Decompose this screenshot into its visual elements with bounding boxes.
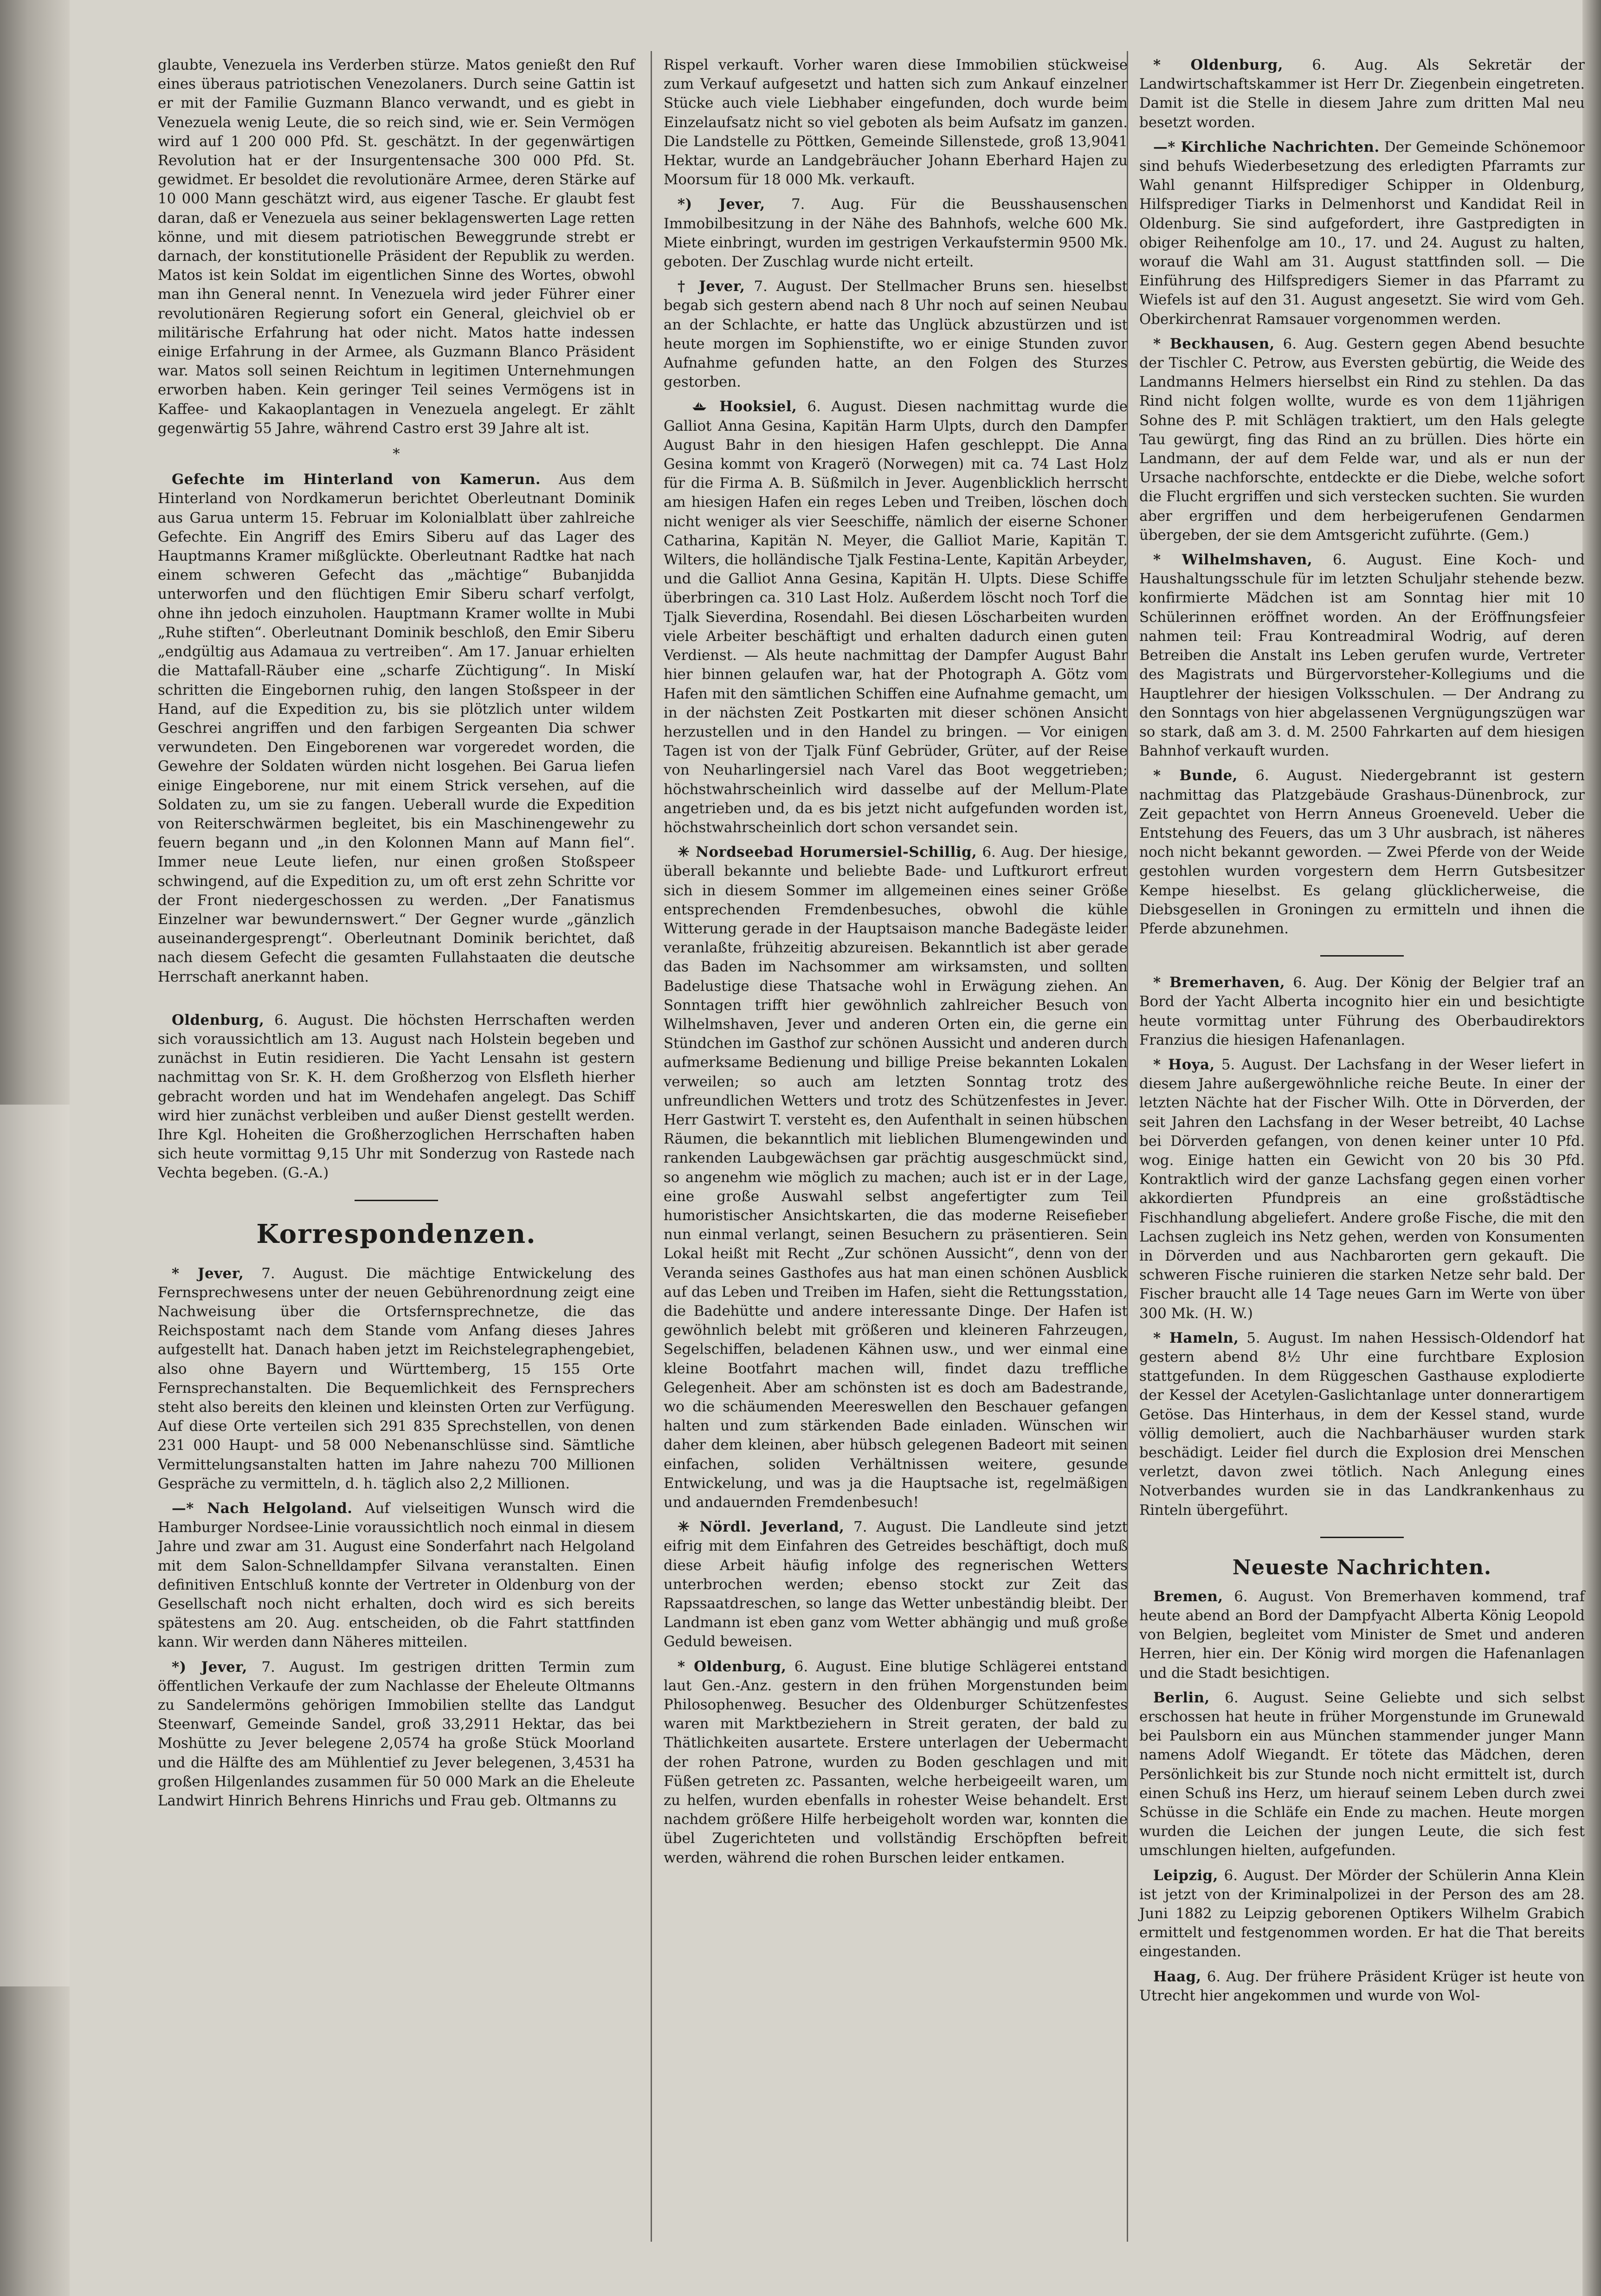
article-headline: —* Nach Helgoland. bbox=[172, 1500, 353, 1517]
article-bunde bbox=[1139, 766, 1585, 938]
article-wilhelmshaven bbox=[1139, 550, 1585, 761]
article-divider bbox=[1320, 955, 1404, 957]
article-haag bbox=[1139, 1967, 1585, 2005]
article-body: 7. August. Im gestrigen dritten Termin zum öffentlichen Verkaufe der zum Nachlasse der Eheleute Oltmanns zu Sandelermöns gehörigen Immobilien stellte das Landgut Steenwarf, Gemeinde Sandel, groß 33,2911 Hektar, das bei Moshütte zu Jever belegene 2,0574 ha große Stück Moorland und die Hälfte des am Mühlentief zu Jever belegenen, 3,4531 ha großen Hilgenlandes zusammen für 50 000 Mark an die Eheleute Landwirt Hinrich Behrens Hinrichs und Frau geb. Oltmanns zu bbox=[158, 1658, 635, 1810]
article-headline: * Oldenburg, bbox=[1153, 57, 1283, 73]
article-body: 6. August. Der Mörder der Schülerin Anna Klein ist jetzt von der Kriminalpolizei in der Person des am 28. Juni 1882 zu Leipzig geborenen Optikers Wilhelm Grabich ermittelt und festgenommen worden. Er hat die That bereits eingestanden. bbox=[1139, 1867, 1585, 1960]
article-berlin bbox=[1139, 1688, 1585, 1861]
article-headline: * Bunde, bbox=[1153, 767, 1238, 784]
article-body: 6. August. Von Bremerhaven kommend, traf heute abend an Bord der Dampfyacht Alberta König Leopold von Belgien, begleitet vom Minister de Smet und anderen Herren, hier ein. Der König wird morgen die Hafenanlagen und die Stadt besichtigen. bbox=[1139, 1588, 1585, 1682]
article-body: 6. Aug. Gestern gegen Abend besuchte der Tischler C. Petrow, aus Eversten gebürtig, die Weide des Landmanns Helmers hierselbst ein Rind zu stehlen. Da das Rind nicht folgen wollte, wurde es von dem 11jährigen Sohne des P. mit Schlägen traktiert, um den Hals gelegte Tau gewürgt, fing das Rind an zu brüllen. Dies hörte ein Landmann, der auf dem Felde war, und als er nun der Ursache nachforschte, entdeckte er die Diebe, welche sofort die Flucht ergriffen und sich verstecken suchten. Sie wurden aber ergriffen und dem herbeigerufenen Gendarmen übergeben, der sie dem Amtsgericht zuführte. (Gem.) bbox=[1139, 335, 1585, 543]
article-oldenburg bbox=[158, 1011, 635, 1183]
article-body: 6. Aug. Der frühere Präsident Krüger ist heute von Utrecht hier angekommen und wurde von Wol- bbox=[1139, 1968, 1585, 2004]
article-body: 6. August. Eine blutige Schlägerei entstand laut Gen.-Anz. gestern in den frühen Morgenstunden beim Philosophenweg. Besucher des Oldenburger Schützenfestes waren mit Marktbeziehern in Streit geraten, der bald zu Thätlichkeiten ausartete. Erstere unterlagen der Uebermacht der rohen Patrone, wurden zu Boden geschlagen und mit Füßen getreten zc. Passanten, welche herbeigeeilt waren, um zu helfen, wurden ebenfalls in rohester Weise behandelt. Erst nachdem größere Hilfe herbeigeholt worden war, konnten die übel Zugerichteten und vollständig Erschöpften befreit werden, während die rohen Burschen leider entkamen. bbox=[664, 1658, 1128, 1866]
article-headline: —* Kirchliche Nachrichten. bbox=[1153, 138, 1380, 155]
article-beckhausen bbox=[1139, 335, 1585, 545]
article-oldenburg-kammer bbox=[1139, 56, 1585, 132]
article-helgoland bbox=[158, 1499, 635, 1652]
article-headline: * Jever, bbox=[172, 1265, 244, 1282]
article-headline: ✳ Nordseebad Horumersiel-Schillig, bbox=[678, 844, 977, 861]
article-body: 6. August. Eine Koch- und Haushaltungsschule für im letzten Schuljahr stehende bezw. konfirmierte Mädchen ist am Sonntag hier mit 10 Schülerinnen eröffnet worden. An der Eröffnungsfeier nahmen teil: Frau Kontreadmiral Wodrig, auf deren Betreiben die Anstalt ins Leben gerufen wurde, Vertreter des Magistrats und Bürgervorsteher-Kollegiums und die Hauptlehrer der hiesigen Volksschulen. — Der Andrang zu den Sonntags von hier abgelassenen Vergnügungszügen war so stark, daß am 3. d. M. 2500 Fahrkarten auf dem hiesigen Bahnhof verkauft wurden. bbox=[1139, 551, 1585, 760]
column-2 bbox=[664, 56, 1128, 1873]
section-title: Neueste Nachrichten. bbox=[1232, 1555, 1492, 1579]
article-kamerun bbox=[158, 470, 635, 986]
article-venezuela-tail: glaubte, Venezuela ins Verderben stürze. Matos genießt den Ruf eines überaus patriotischen Venezolaners. Durch seine Gattin ist er mit der Familie Guzmann Blanco verwandt, und es giebt in Venezuela wenig Leute, die so reich sind, wie er. Sein Vermögen wird auf 1 200 000 Pfd. St. geschätzt. In der gegenwärtigen Revolution hat er der Insurgentensache 300 000 Pfd. St. gewidmet. Er besoldet die revolutionäre Armee, deren Stärke auf 10 000 Mann geschätzt wird, aus eigener Tasche. Er glaubt fest daran, daß er Venezuela aus seiner beklagenswerten Lage retten könne, und mit diesem patriotischen Beweggrunde strebt er darnach, der konstitutionelle Präsident der Republik zu werden. Matos ist kein Soldat im eigentlichen Sinne des Wortes, obwohl man ihn General nennt. In Venezuela wird jeder Führer einer revolutionären Regierung sofort ein General, gleichviel ob er militärische Erfahrung hat oder nicht. Matos hatte indessen einige Erfahrung in der Armee, als Guzmann Blanco Präsident war. Matos soll seinen Reichtum in legitimen Unternehmungen erworben haben. Kein geringer Teil seines Vermögens ist in Kaffee- und Kakaoplantagen in Venezuela angelegt. Er zählt gegenwärtig 55 Jahre, während Castro erst 39 Jahre alt ist. bbox=[158, 57, 635, 437]
column-3 bbox=[1139, 56, 1585, 2011]
article-leipzig bbox=[1139, 1866, 1585, 1962]
article-body: 6. Aug. Der hiesige, überall bekannte und beliebte Bade- und Luftkurort erfreut sich in diesem Sommer im allgemeinen eines seiner Größe entsprechenden Fremdenbesuches, obwohl die kühle Witterung gerade in der Hauptsaison manche Badegäste leider veranlaßte, frühzeitig abzureisen. Bekanntlich ist aber gerade das Baden im Nachsommer am wirksamsten, und sollten Badelustige diese Thatsache wohl in Erwägung ziehen. An Sonntagen trifft hier gewöhnlich zahlreicher Besuch von Wilhelmshaven, Jever und anderen Orten ein, die gerne ein Stündchen im Gasthof zur schönen Aussicht und anderen durch aufmerksame Bedienung und billige Preise bekannten Lokalen verweilen; so auch am letzten Sonntag trotz des unfreundlichen Wetters und trotz des Schützenfestes in Jever. Herr Gastwirt T. versteht es, den Aufenthalt in seinen hübschen Räumen, die bekanntlich mit lieblichen Blumengewinden und rankenden Laubgewächsen gar prächtig ausgeschmückt sind, so angenehm wie möglich zu machen; auch ist er in der Lage, eine große Auswahl selbst angefertigter zum Teil humoristischer Ansichtskarten, die das moderne Reisefieber nun einmal verlangt, seinen Besuchern zu präsentieren. Sein Lokal heißt mit Recht „Zur schönen Aussicht“, denn von der Veranda seines Gasthofes aus hat man einen schönen Ausblick auf das Leben und Treiben im Hafen, sieht die Rettungsstation, die Badehütte und andere interessante Dinge. Der Hafen ist gewöhnlich belebt mit größeren und kleineren Fahrzeugen, Segelschiffen, beladenen Kähnen usw., und wer einmal eine kleine Bootfahrt machen will, findet dazu treffliche Gelegenheit. Aber am schönsten ist es doch am Badestrande, wo die schäumenden Meereswellen den Beschauer gefangen halten und zum stärkenden Bade einladen. Wünschen wir daher dem kleinen, aber hübsch gelegenen Badeort mit seinen einfachen, soliden Verhältnissen weitere, gesunde Entwickelung, und was ja die Hauptsache ist, regelmäßigen und andauernden Fremdenbesuch! bbox=[664, 844, 1128, 1511]
article-headline: † Jever, bbox=[678, 278, 745, 295]
article-headline: Berlin, bbox=[1153, 1689, 1210, 1706]
article-body: 7. August. Die mächtige Entwickelung des Fernsprechwesens unter der neuen Gebührenordnung zeigt eine Nachweisung über die Ortsfernsprechnetze, die das Reichspostamt nach dem Stande vom Anfang dieses Jahres aufgestellt hat. Danach haben jetzt im Reichstelegraphengebiet, also ohne Bayern und Württemberg, 15 155 Orte Fernsprechanstalten. Die Bequemlichkeit des Fernsprechers steht also bereits den kleinen und kleinsten Orten zur Verfügung. Auf diese Orte verteilen sich 291 835 Sprechstellen, von denen 231 000 Haupt- und 58 000 Nebenanschlüsse sind. Sämtliche Vermittelungsanstalten hatten im Jahre nahezu 700 Millionen Gespräche zu vermitteln, d. h. täglich also 2,2 Millionen. bbox=[158, 1265, 635, 1492]
article-headline: Bremen, bbox=[1153, 1588, 1223, 1605]
article-jever-fernsprech bbox=[158, 1264, 635, 1494]
article-jever-beusshausen bbox=[664, 195, 1128, 272]
article-headline: * Beckhausen, bbox=[1153, 335, 1275, 352]
article-headline: * Hameln, bbox=[1153, 1329, 1239, 1346]
article-body: 5. August. Der Lachsfang in der Weser liefert in diesem Jahre außergewöhnliche reiche Beute. In einer der letzten Nächte hat der Fischer Wilh. Otte in Dörverden, der seit Jahren den Lachsfang in der Weser betreibt, 40 Lachse bei Dörverden gefangen, von denen keiner unter 10 Pfd. wog. Einige hatten ein Gewicht von 20 bis 30 Pfd. Kontraktlich wird der ganze Lachsfang gegen einen vorher akkordierten Pfundpreis an eine großstädtische Fischhandlung abgeliefert. Andere große Fische, die mit den Lachsen zugleich ins Netz gehen, werden von Konsumenten in Dörverden und aus Nachbarorten gern gekauft. Die schweren Fische ruinieren die starken Netze sehr bald. Der Fischer braucht alle 14 Tage neues Garn im Werte von über 300 Mk. (H. W.) bbox=[1139, 1056, 1585, 1322]
article-body: Der Gemeinde Schönemoor sind behufs Wiederbesetzung des erledigten Pfarramts zur Wahl genannt Hilfsprediger Schipper in Oldenburg, Hilfsprediger Tiarks in Delmenhorst und Kandidat Reil in Oldenburg. Sie sind aufgefordert, ihre Gastpredigten in obiger Reihenfolge am 10., 17. und 24. August zu halten, worauf die Wahl am 31. August stattfinden soll. — Die Einführung des Hilfspredigers Siemer in das Pfarramt zu Wiefels ist auf den 31. August angesetzt. Sie wird vom Geh. Oberkirchenrat Ramsauer vorgenommen werden. bbox=[1139, 138, 1585, 328]
article-headline: ✳ Nördl. Jeverland, bbox=[678, 1519, 845, 1536]
page-edge bbox=[1582, 0, 1601, 2296]
article-headline: * Hoya, bbox=[1153, 1056, 1215, 1073]
article-body: 6. August. Diesen nachmittag wurde die Galliot Anna Gesina, Kapitän Harm Ulpts, durch den Dampfer August Bahr in den hiesigen Hafen geschleppt. Die Anna Gesina kommt von Kragerö (Norwegen) mit ca. 74 Last Holz für die Firma A. B. Süßmilch in Jever. Augenblicklich herrscht am hiesigen Hafen ein reges Leben und Treiben, löschen doch nicht weniger als vier Seeschiffe, nämlich der eiserne Schoner Catharina, Kapitän N. Meyer, die Galliot Marie, Kapitän T. Wilters, die holländische Tjalk Festina-Lente, Kapitän Arbeyder, und die Galliot Anna Gesina, Kapitän H. Ulpts. Diese Schiffe überbringen ca. 310 Last Holz. Außerdem löscht noch Torf die Tjalk Sieverdina, Rosendahl. Bei diesen Löscharbeiten wurden viele Arbeiter beschäftigt und erhalten dadurch einen guten Verdienst. — Als heute nachmittag der Dampfer August Bahr hier binnen gelaufen war, hat der Photograph A. Götz vom Hafen mit den sämtlichen Schiffen eine Aufnahme gemacht, um in der nächsten Zeit Postkarten mit dieser schönen Ansicht herzustellen und in den Handel zu bringen. — Vor einigen Tagen ist von der Tjalk Fünf Gebrüder, Grüter, auf der Reise von Neuharlingersiel nach Varel das Boot weggetrieben; höchstwahrscheinlich wird dasselbe auf der Mellum-Plate angetrieben und, da es bis jetzt nicht aufgefunden worden ist, höchstwahrscheinlich dort schon versandet sein. bbox=[664, 398, 1128, 836]
article-headline: Leipzig, bbox=[1153, 1867, 1218, 1884]
column-1 bbox=[158, 56, 635, 1816]
article-jever-verkauf bbox=[158, 1658, 635, 1811]
article-body: 7. August. Der Stellmacher Bruns sen. hieselbst begab sich gestern abend nach 8 Uhr noch auf seinen Neubau an der Schlachte, er hatte das Unglück abzustürzen und ist heute morgen im Sophienstifte, wo er einige Stunden zuvor Aufnahme gefunden hatte, an den Folgen des Sturzes gestorben. bbox=[664, 278, 1128, 391]
article-body: Auf vielseitigen Wunsch wird die Hamburger Nordsee-Linie voraussichtlich noch einmal in diesem Jahre und zwar am 31. August eine Sonderfahrt nach Helgoland mit dem Salon-Schnelldampfer Silvana veranstalten. Einen definitiven Entschluß konnte der Vertreter in Oldenburg von der Gesellschaft noch nicht erhalten, doch wird es sich bereits spätestens am 20. Aug. entscheiden, ob die Fahrt stattfinden kann. Wir werden dann Näheres mitteilen. bbox=[158, 1500, 635, 1651]
article-body: 7. Aug. Für die Beusshausenschen Immobilbesitzung in der Nähe des Bahnhofs, welche 600 Mk. Miete einbringt, wurden im gestrigen Verkaufstermin 9500 Mk. geboten. Der Zuschlag wurde nicht erteilt. bbox=[664, 196, 1128, 271]
article-hooksiel bbox=[664, 397, 1128, 837]
article-headline: *) Jever, bbox=[678, 196, 765, 213]
article-headline: * Oldenburg, bbox=[678, 1658, 787, 1675]
article-headline: * Bremerhaven, bbox=[1153, 974, 1285, 991]
article-bremerhaven bbox=[1139, 973, 1585, 1050]
article-body: 6. August. Die höchsten Herrschaften werden sich voraussichtlich am 13. August nach Holstein begeben und zunächst in Eutin residieren. Die Yacht Lensahn ist gestern nachmittag von Sr. K. H. dem Großherzog von Elsfleth hierher gebracht worden und hat im Wendehafen angelegt. Das Schiff wird hier zunächst verbleiben und außer Dienst gestellt werden. Ihre Kgl. Hoheiten die Großherzoglichen Herrschaften haben sich heute vormittag 9,15 Uhr mit Sonderzug von Rastede nach Vechta begeben. (G.-A.) bbox=[158, 1011, 635, 1182]
article-headline: Gefechte im Hinterland von Kamerun. bbox=[172, 471, 541, 488]
article-headline: Hooksiel, bbox=[719, 398, 797, 415]
article-headline: Oldenburg, bbox=[172, 1011, 265, 1028]
article-body: 6. Aug. Als Sekretär der Landwirtschaftskammer ist Herr Dr. Ziegenbein eingetreten. Damit ist die Stelle in diesem Jahre zum dritten Mal neu besetzt worden. bbox=[1139, 57, 1585, 131]
column-rule bbox=[651, 51, 652, 2242]
article-oldenburg-schlaegerei bbox=[664, 1657, 1128, 1868]
article-hoya bbox=[1139, 1055, 1585, 1323]
article-body: 7. August. Die Landleute sind jetzt eifrig mit dem Einfahren des Getreides beschäftigt, doch muß diese Arbeit häufig infolge des regnerischen Wetters unterbrochen werden; ebenso stockt zur Zeit das Rapssaatdreschen, so lange das Wetter unbeständig bleibt. Der Landmann ist eben ganz vom Wetter abhängig und muß große Geduld beweisen. bbox=[664, 1519, 1128, 1650]
article-headline: Haag, bbox=[1153, 1968, 1201, 1985]
article-hameln bbox=[1139, 1329, 1585, 1520]
article-body: Aus dem Hinterland von Nordkamerun berichtet Oberleutnant Dominik aus Garua unterm 15. Februar im Kolonialblatt über zahlreiche Gefechte. Ein Angriff des Emirs Siberu auf das Lager des Hauptmanns Kramer mißglückte. Oberleutnant Radtke hat nach einem schweren Gefecht das „mächtige“ Bubanjidda unterworfen und den flüchtigen Emir Siberu scharf verfolgt, ohne ihn jedoch einzuholen. Hauptmann Kramer wollte in Mubi „Ruhe stiften“. Oberleutnant Dominik beschloß, den Emir Siberu „endgültig aus Adamaua zu vertreiben“. Am 17. Januar erhielten die Mattafall-Räuber eine „scharfe Züchtigung“. In Miskí schritten die Eingebornen ruhig, den langen Stoßspeer in der Hand, auf die Expedition zu, bis sie plötzlich unter wildem Geschrei angriffen und den farbigen Sergeanten Dia schwer verwundeten. Den Eingeborenen war vorgeredet worden, die Gewehre der Soldaten würden nicht losgehen. Bei Garua liefen einige Eingeborene, nur mit einem Strick versehen, auf die Soldaten zu, um sie zu fangen. Ueberall wurde die Expedition von Reiterschwärmen begleitet, bis ein Maschinengewehr zu feuern begann und „in den Kolonnen Mann auf Mann fiel“. Immer neue Leute liefen, nur einen großen Stoßspeer schwingend, auf die Expedition zu, um oft erst zehn Schritte vor der Front niedergeschossen zu werden. „Der Fanatismus Einzelner war bewundernswert.“ Der Gegner wurde „gänzlich auseinandergesprengt“. Oberleutnant Dominik berichtet, daß nach diesem Gefecht die gesamten Fullahstaaten die deutsche Herrschaft anerkannt haben. bbox=[158, 471, 635, 985]
article-body: 6. Aug. Der König der Belgier traf an Bord der Yacht Alberta incognito hier ein und besichtigte heute vormittag unter Führung des Oberbaudirektors Franzius die hiesigen Hafenanlagen. bbox=[1139, 974, 1585, 1048]
separator-star: * bbox=[393, 446, 400, 463]
article-jeverland bbox=[664, 1518, 1128, 1651]
section-divider bbox=[1320, 1537, 1404, 1538]
article-headline: *) Jever, bbox=[172, 1658, 248, 1675]
article-kirchliche bbox=[1139, 138, 1585, 329]
section-title: Korrespondenzen. bbox=[256, 1218, 536, 1249]
article-bremen bbox=[1139, 1587, 1585, 1683]
article-jever-verkauf-cont: Rispel verkauft. Vorher waren diese Immobilien stückweise zum Verkauf aufgesetzt und hatten sich zum Ankauf einzelner Stücke auch viele Liebhaber eingefunden, doch wurde beim Einzelaufsatz nicht so viel geboten als beim Aufsatz im ganzen. Die Landstelle zu Pöttken, Gemeinde Sillenstede, groß 13,9041 Hektar, wurde an Landgebräucher Johann Eberhard Hajen zu Moorsum für 18 000 Mk. verkauft. bbox=[664, 57, 1128, 188]
article-body: 6. August. Niedergebrannt ist gestern nachmittag das Platzgebäude Grashaus-Dünenbrock, zur Zeit gepachtet von Herrn Anneus Groeneveld. Ueber die Entstehung des Feuers, das um 3 Uhr ausbrach, ist näheres noch nicht bekannt geworden. — Zwei Pferde von der Weide gestohlen wurden vorgestern dem Herrn Gutsbesitzer Kempe hieselbst. Es gelang glücklicherweise, die Diebsgesellen in Groningen zu ermitteln und ihnen die Pferde abzunehmen. bbox=[1139, 767, 1585, 937]
section-divider bbox=[355, 1200, 438, 1201]
article-body: 5. August. Im nahen Hessisch-Oldendorf hat gestern abend 8½ Uhr eine furchtbare Explosion stattgefunden. In dem Rüggeschen Gasthause explodierte der Kessel der Acetylen-Gaslichtanlage unter donnerartigem Getöse. Das Hinterhaus, in dem der Kessel stand, wurde völlig demoliert, auch die Nachbarhäuser wurden stark beschädigt. Leider fiel durch die Explosion drei Menschen verletzt, davon zwei tötlich. Nach Anlegung eines Notverbandes wurden sie in das Landkrankenhaus zu Rinteln übergeführt. bbox=[1139, 1329, 1585, 1519]
article-jever-bruns bbox=[664, 277, 1128, 392]
ship-icon bbox=[678, 397, 707, 416]
article-body: 6. August. Seine Geliebte und sich selbst erschossen hat heute in früher Morgenstunde im Grunewald bei Paulsborn ein aus München stammender junger Mann namens Adolf Wiegandt. Er tötete das Mädchen, deren Persönlichkeit bis zur Stunde noch nicht ermittelt ist, durch einen Schuß ins Herz, um hierauf seinem Leben durch zwei Schüsse in die Schläfe ein Ende zu machen. Heute morgen wurden die Leichen der jungen Leute, die sich fest umschlungen hielten, aufgefunden. bbox=[1139, 1689, 1585, 1859]
article-headline: * Wilhelmshaven, bbox=[1153, 551, 1313, 569]
article-horumersiel bbox=[664, 843, 1128, 1512]
binding-tab bbox=[0, 1105, 70, 1986]
